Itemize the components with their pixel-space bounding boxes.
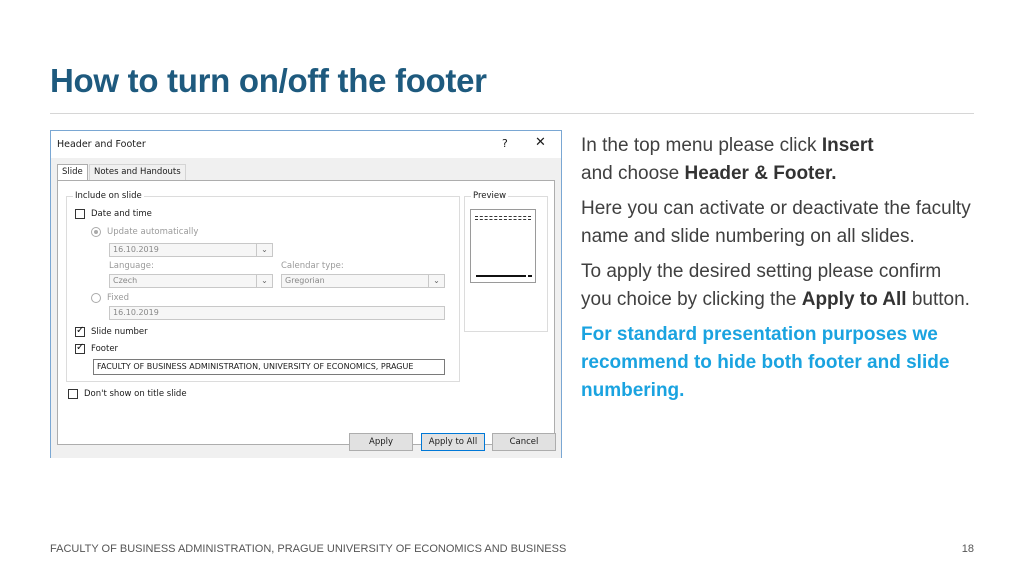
fixed-date-value: 16.10.2019: [113, 308, 159, 317]
dont-show-label: Don't show on title slide: [84, 389, 187, 399]
chevron-down-icon[interactable]: ⌄: [428, 275, 444, 287]
help-icon[interactable]: ?: [502, 137, 508, 150]
slide-number-label: Slide number: [91, 327, 148, 337]
date-combo[interactable]: [109, 243, 273, 257]
date-time-checkbox[interactable]: [75, 209, 85, 219]
chevron-down-icon[interactable]: ⌄: [256, 244, 272, 256]
date-time-label: Date and time: [91, 209, 152, 219]
instruction-3-a: To apply the desired setting please confirm you choice by clicking the: [581, 261, 942, 310]
update-auto-radio[interactable]: [91, 227, 101, 237]
dont-show-checkbox[interactable]: [68, 389, 78, 399]
instruction-1-header-footer: Header & Footer.: [684, 163, 837, 184]
dont-show-row[interactable]: [68, 389, 187, 399]
dialog-title: Header and Footer: [57, 139, 146, 150]
footer-row[interactable]: [75, 344, 118, 354]
dialog-titlebar: [51, 131, 561, 157]
footer-label: Footer: [91, 344, 119, 354]
instruction-3-c: button.: [906, 289, 970, 310]
apply-button[interactable]: Apply: [349, 433, 413, 451]
title-divider: [50, 113, 974, 114]
instruction-1-a: In the top menu please click: [581, 135, 822, 156]
instruction-1-insert: Insert: [821, 135, 874, 156]
update-auto-label: Update automatically: [107, 227, 199, 237]
calendar-combo-value: Gregorian: [285, 276, 325, 285]
header-footer-dialog: [50, 130, 562, 458]
tab-notes-handouts[interactable]: Notes and Handouts: [89, 164, 186, 180]
footer-input[interactable]: FACULTY OF BUSINESS ADMINISTRATION, UNIVERSITY OF ECONOMICS, PRAGUE: [93, 359, 445, 375]
tab-slide[interactable]: Slide: [57, 164, 88, 181]
slide-footer: FACULTY OF BUSINESS ADMINISTRATION, PRAGUE UNIVERSITY OF ECONOMICS AND BUSINESS: [50, 543, 567, 555]
slide-number-checkbox[interactable]: [75, 327, 85, 337]
preview-label: Preview: [473, 191, 507, 201]
instruction-1-c: and choose: [581, 163, 685, 184]
instruction-3-apply-all: Apply to All: [801, 289, 907, 310]
date-time-row[interactable]: [75, 209, 152, 219]
update-auto-row[interactable]: [91, 227, 198, 237]
calendar-label: Calendar type:: [281, 261, 344, 271]
language-combo-value: Czech: [113, 276, 138, 285]
calendar-combo[interactable]: [281, 274, 445, 288]
chevron-down-icon[interactable]: ⌄: [256, 275, 272, 287]
preview-header-dash: [475, 216, 531, 220]
fixed-label: Fixed: [107, 293, 130, 303]
page-number: 18: [961, 543, 974, 555]
fixed-date-field[interactable]: [109, 306, 445, 320]
dialog-body: [51, 158, 561, 458]
close-icon[interactable]: ✕: [535, 135, 546, 150]
fixed-row[interactable]: [91, 293, 129, 303]
preview-number-mark: [528, 275, 532, 277]
instruction-3: [581, 258, 971, 314]
footer-checkbox[interactable]: [75, 344, 85, 354]
instructions: [581, 132, 971, 412]
language-label: Language:: [109, 261, 154, 271]
recommendation: For standard presentation purposes we recommend to hide both footer and slide numbering.: [581, 324, 950, 401]
tab-panel: [57, 180, 555, 445]
apply-to-all-button[interactable]: Apply to All: [421, 433, 485, 451]
include-on-slide-label: Include on slide: [75, 191, 142, 201]
preview-footer-bar: [476, 275, 526, 277]
preview-thumbnail: [470, 209, 536, 283]
instruction-1: [581, 132, 971, 188]
include-on-slide-group: [66, 191, 460, 382]
cancel-button[interactable]: Cancel: [492, 433, 556, 451]
slide-number-row[interactable]: [75, 327, 148, 337]
slide-title: How to turn on/off the footer: [50, 62, 487, 99]
fixed-radio[interactable]: [91, 293, 101, 303]
language-combo[interactable]: [109, 274, 273, 288]
instruction-2: Here you can activate or deactivate the faculty name and slide numbering on all slides.: [581, 198, 971, 247]
date-combo-value: 16.10.2019: [113, 245, 159, 254]
